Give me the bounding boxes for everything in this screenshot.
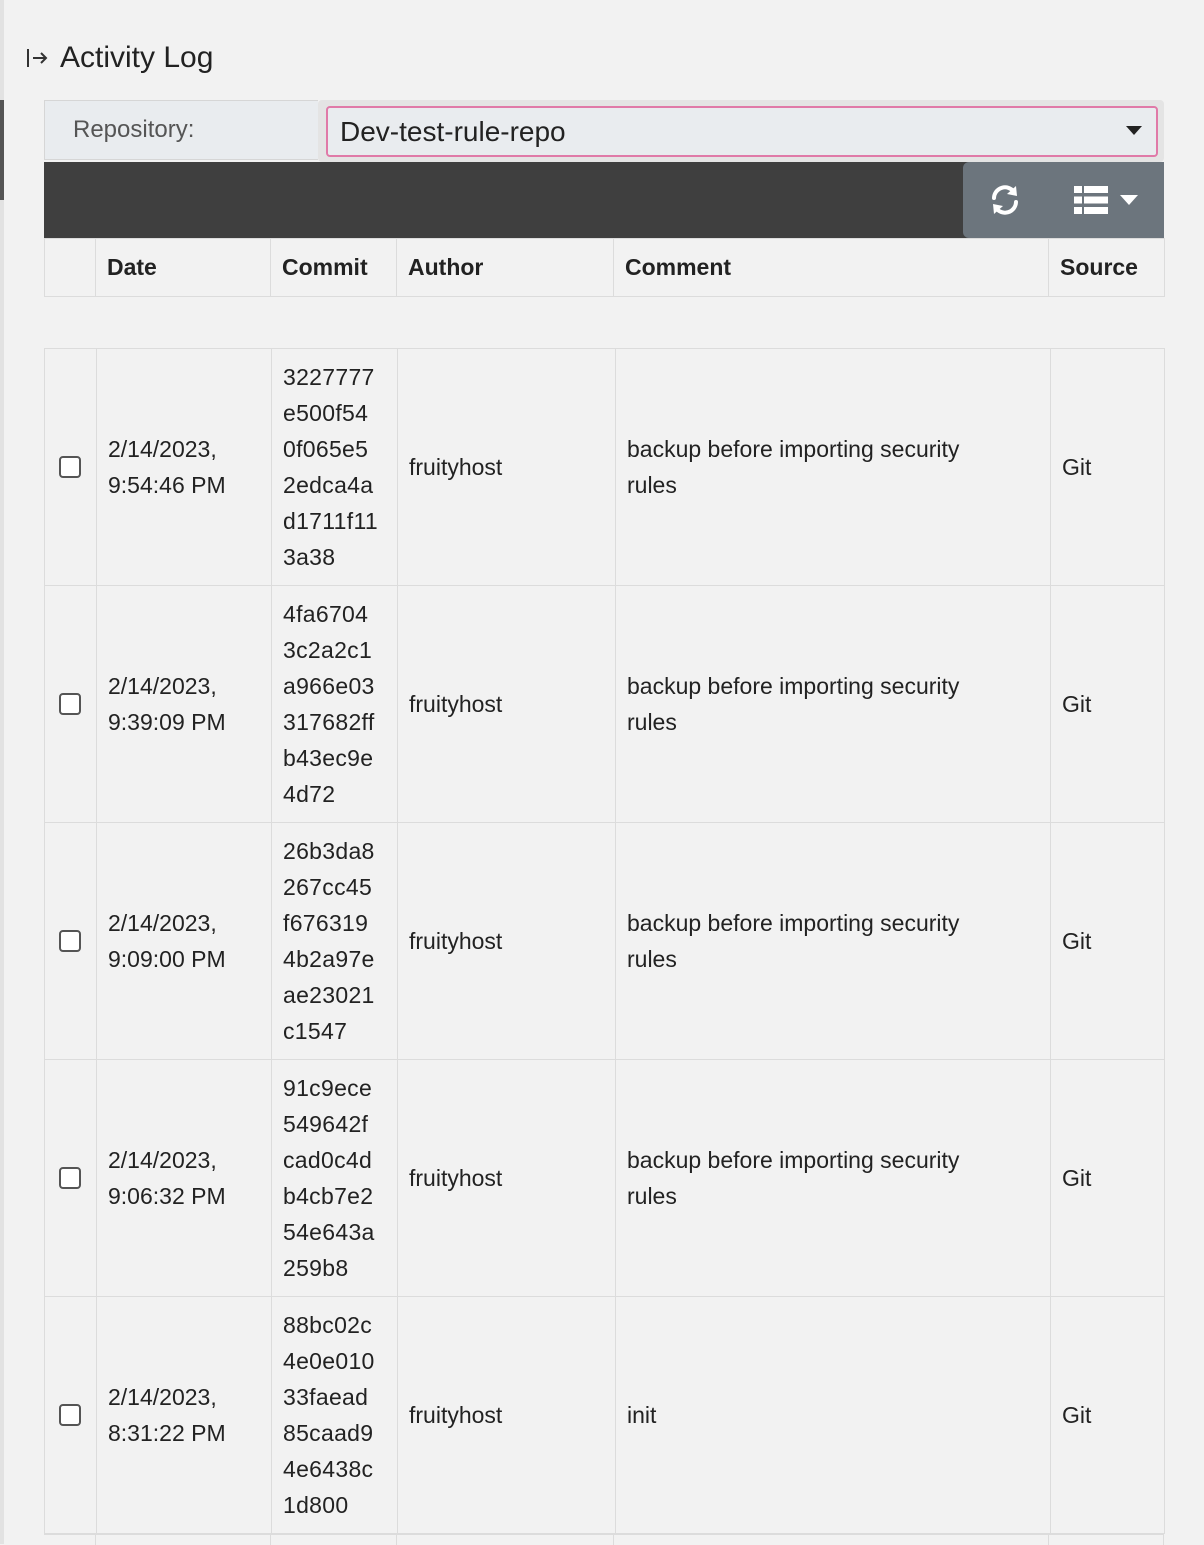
refresh-button[interactable] <box>963 162 1047 238</box>
row-select-cell <box>45 1297 97 1534</box>
table-row[interactable] <box>45 823 1165 1060</box>
list-view-icon <box>1074 185 1108 215</box>
cell-date: 2/14/2023, 9:06:32 PM <box>97 1060 272 1297</box>
commit-hash-segment: 26b3da8 <box>283 838 375 864</box>
row-checkbox[interactable] <box>59 930 81 952</box>
commit-hash-segment: 2edca4a <box>283 472 374 498</box>
cell-source: Git <box>1051 349 1165 586</box>
commit-hash-segment: 4d72 <box>283 781 336 807</box>
table-row[interactable] <box>45 1297 1165 1534</box>
cell-author: fruityhost <box>398 586 616 823</box>
row-select-cell <box>45 1060 97 1297</box>
commit-hash-segment: f676319 <box>283 910 369 936</box>
cell-commit <box>272 349 398 586</box>
row-checkbox[interactable] <box>59 456 81 478</box>
next-row-edge <box>44 1534 1164 1545</box>
commit-hash-segment: ae23021 <box>283 982 375 1008</box>
commit-hash-segment: 54e643a <box>283 1219 375 1245</box>
commit-hash-segment: d1711f11 <box>283 508 378 534</box>
cell-source: Git <box>1051 1060 1165 1297</box>
cell-date: 2/14/2023, 9:54:46 PM <box>97 349 272 586</box>
commit-hash-segment: e500f54 <box>283 400 369 426</box>
repository-select-wrapper <box>318 100 1164 162</box>
cell-author: fruityhost <box>398 349 616 586</box>
column-header-source[interactable]: Source <box>1049 239 1165 297</box>
grid-toolbar <box>44 162 1164 238</box>
cell-comment: init <box>616 1297 1051 1534</box>
cell-author: fruityhost <box>398 823 616 1060</box>
commit-hash-segment: 3a38 <box>283 544 336 570</box>
cell-date: 2/14/2023, 9:09:00 PM <box>97 823 272 1060</box>
commit-hash-segment: 4fa6704 <box>283 601 369 627</box>
commit-hash-segment: 4e6438c <box>283 1456 374 1482</box>
refresh-icon <box>987 182 1023 218</box>
cell-commit <box>272 1060 398 1297</box>
row-select-cell <box>45 586 97 823</box>
cell-comment: backup before importing security rules <box>616 586 1051 823</box>
cell-date: 2/14/2023, 8:31:22 PM <box>97 1297 272 1534</box>
cell-source: Git <box>1051 823 1165 1060</box>
cell-comment: backup before importing security rules <box>616 349 1051 586</box>
commit-hash-segment: 549642f <box>283 1111 369 1137</box>
column-selector-button[interactable] <box>1047 162 1164 238</box>
commit-hash-segment: a966e03 <box>283 673 375 699</box>
commit-hash-segment: b4cb7e2 <box>283 1183 374 1209</box>
chevron-down-icon <box>1126 126 1142 135</box>
grid-body <box>44 348 1165 1534</box>
commit-hash-segment: 33faead <box>283 1384 369 1410</box>
commit-hash-segment: 88bc02c <box>283 1312 373 1338</box>
cell-source: Git <box>1051 1297 1165 1534</box>
cell-date: 2/14/2023, 9:39:09 PM <box>97 586 272 823</box>
commit-hash-segment: 267cc45 <box>283 874 373 900</box>
cell-commit <box>272 823 398 1060</box>
column-header-commit[interactable]: Commit <box>271 239 397 297</box>
commit-hash-segment: 317682ff <box>283 709 375 735</box>
commit-hash-segment: c1547 <box>283 1018 348 1044</box>
row-checkbox[interactable] <box>59 1404 81 1426</box>
repository-select-value: Dev-test-rule-repo <box>340 115 566 147</box>
repository-label: Repository: <box>44 100 318 160</box>
cell-commit <box>272 1297 398 1534</box>
commit-hash-segment: 1d800 <box>283 1492 349 1518</box>
row-select-cell <box>45 349 97 586</box>
commit-hash-segment: 3c2a2c1 <box>283 637 373 663</box>
toolbar-button-group <box>963 162 1164 238</box>
commit-hash-segment: 4e0e010 <box>283 1348 375 1374</box>
column-header-comment[interactable]: Comment <box>614 239 1049 297</box>
column-header-select <box>45 239 96 297</box>
column-header-date[interactable]: Date <box>96 239 271 297</box>
page-header <box>24 40 213 76</box>
repository-select[interactable] <box>326 106 1158 157</box>
cell-comment: backup before importing security rules <box>616 823 1051 1060</box>
row-checkbox[interactable] <box>59 1167 81 1189</box>
commit-hash-segment: b43ec9e <box>283 745 374 771</box>
commit-hash-segment: 0f065e5 <box>283 436 369 462</box>
cell-author: fruityhost <box>398 1297 616 1534</box>
sign-in-icon <box>24 45 50 71</box>
table-row[interactable] <box>45 349 1165 586</box>
column-header-author[interactable]: Author <box>397 239 614 297</box>
commit-hash-segment: 259b8 <box>283 1255 349 1281</box>
cell-source: Git <box>1051 586 1165 823</box>
caret-down-icon <box>1120 195 1138 205</box>
cell-comment: backup before importing security rules <box>616 1060 1051 1297</box>
cell-author: fruityhost <box>398 1060 616 1297</box>
commit-hash-segment: 3227777 <box>283 364 375 390</box>
commit-hash-segment: 4b2a97e <box>283 946 375 972</box>
commit-hash-segment: cad0c4d <box>283 1147 373 1173</box>
row-checkbox[interactable] <box>59 693 81 715</box>
repository-selector-row <box>44 100 1164 162</box>
table-row[interactable] <box>45 1060 1165 1297</box>
page-title: Activity Log <box>60 41 214 74</box>
cell-commit <box>272 586 398 823</box>
table-row[interactable] <box>45 586 1165 823</box>
grid-header <box>44 238 1165 297</box>
commit-hash-segment: 85caad9 <box>283 1420 374 1446</box>
row-select-cell <box>45 823 97 1060</box>
commit-hash-segment: 91c9ece <box>283 1075 373 1101</box>
